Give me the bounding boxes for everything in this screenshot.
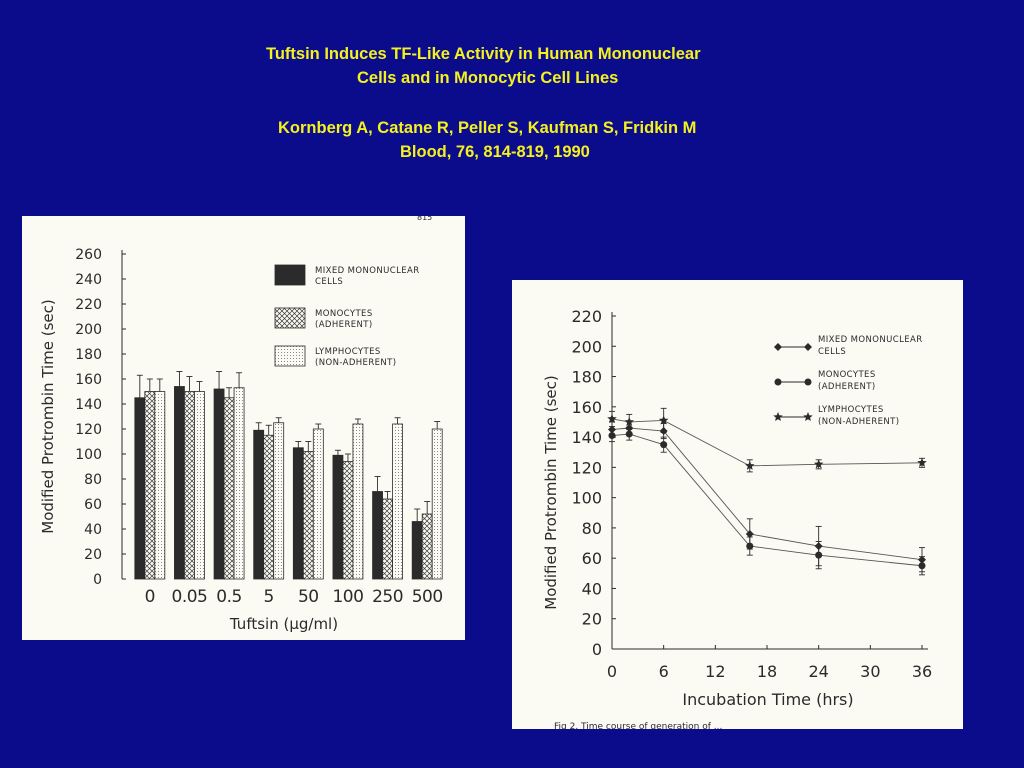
legend-swatch: [275, 308, 305, 328]
bar: [194, 392, 204, 580]
x-tick-label: 36: [911, 662, 933, 681]
legend-marker: [805, 379, 812, 386]
legend-label: MONOCYTES: [818, 370, 876, 380]
bar: [234, 388, 244, 579]
y-tick-label: 200: [571, 337, 602, 357]
bar: [145, 392, 155, 580]
bar-chart-svg: [22, 216, 465, 640]
legend-marker: [773, 412, 783, 421]
bar: [353, 424, 363, 579]
x-tick-label: 0: [606, 662, 618, 681]
bar: [393, 424, 403, 579]
line-chart-svg: [512, 280, 963, 729]
bar: [224, 398, 234, 579]
y-tick-label: 240: [75, 272, 102, 288]
x-tick-label: 0.05: [171, 587, 208, 607]
data-point: [660, 441, 667, 448]
bar: [313, 429, 323, 579]
y-tick-label: 60: [84, 497, 102, 513]
slide-title-line-2: Cells and in Monocytic Cell Lines: [357, 69, 619, 87]
y-tick-label: 60: [581, 549, 602, 569]
y-tick-label: 140: [75, 397, 102, 413]
legend-label: (ADHERENT): [818, 382, 876, 392]
x-tick-label: 0: [144, 587, 155, 607]
legend-label: MIXED MONONUCLEAR: [818, 335, 923, 345]
bar: [184, 392, 194, 580]
citation-line: Blood, 76, 814-819, 1990: [400, 143, 590, 161]
x-tick-label: 50: [297, 587, 319, 607]
figure-caption-fragment: Fig 2. Time course of generation of ...: [554, 722, 723, 729]
y-tick-label: 160: [75, 372, 102, 388]
legend-label: (ADHERENT): [315, 320, 373, 330]
data-point: [626, 431, 633, 438]
y-tick-label: 20: [84, 547, 102, 563]
legend-marker: [774, 343, 782, 351]
bar: [333, 455, 343, 579]
y-tick-label: 80: [84, 472, 102, 488]
series-line: [612, 434, 922, 566]
legend-swatch: [275, 346, 305, 366]
y-tick-label: 100: [571, 488, 602, 508]
legend-label: MONOCYTES: [315, 309, 373, 319]
data-point: [746, 543, 753, 550]
bar: [303, 452, 313, 580]
series-line: [612, 428, 922, 560]
bar: [293, 448, 303, 579]
bar: [135, 398, 145, 579]
x-tick-label: 24: [808, 662, 829, 681]
bar: [174, 387, 184, 580]
x-axis-label: Tuftsin (μg/ml): [229, 615, 339, 633]
y-tick-label: 0: [591, 640, 602, 659]
y-tick-label: 40: [84, 522, 102, 538]
legend-marker: [803, 412, 813, 421]
x-tick-label: 250: [372, 587, 404, 607]
x-axis-label: Incubation Time (hrs): [682, 690, 854, 709]
legend-label: LYMPHOCYTES: [315, 347, 381, 357]
data-point: [815, 552, 822, 559]
bar: [383, 499, 393, 579]
y-tick-label: 100: [75, 447, 102, 463]
bar: [274, 423, 284, 579]
y-tick-label: 80: [581, 518, 602, 538]
x-tick-label: 30: [860, 662, 881, 681]
y-tick-label: 120: [571, 458, 602, 478]
y-tick-label: 0: [93, 572, 102, 588]
x-tick-label: 0.5: [216, 587, 242, 607]
y-axis-label: Modified Protrombin Time (sec): [39, 299, 57, 534]
y-tick-label: 260: [75, 247, 102, 263]
legend-marker: [775, 379, 782, 386]
legend-swatch: [275, 265, 305, 285]
x-tick-label: 100: [332, 587, 364, 607]
y-tick-label: 120: [75, 422, 102, 438]
data-point: [919, 562, 926, 569]
slide-title-line-1: Tuftsin Induces TF-Like Activity in Human Mononuclear: [266, 45, 701, 63]
y-tick-label: 160: [571, 397, 602, 417]
x-tick-label: 5: [263, 587, 274, 607]
bar: [343, 462, 353, 580]
bar: [214, 389, 224, 579]
y-tick-label: 200: [75, 322, 102, 338]
y-tick-label: 140: [571, 428, 602, 448]
y-axis-label: Modified Protrombin Time (sec): [542, 375, 560, 610]
bar: [264, 435, 274, 579]
legend-marker: [804, 343, 812, 351]
x-tick-label: 6: [658, 662, 669, 681]
legend-label: CELLS: [315, 277, 344, 287]
bar: [373, 492, 383, 580]
y-tick-label: 40: [581, 579, 602, 599]
y-tick-label: 20: [581, 609, 602, 629]
x-tick-label: 500: [411, 587, 443, 607]
data-point: [609, 432, 616, 439]
legend-label: CELLS: [818, 347, 847, 357]
bar: [422, 514, 432, 579]
bar: [432, 429, 442, 579]
figure-left-dose-response: [22, 216, 465, 640]
y-tick-label: 180: [75, 347, 102, 363]
bar: [412, 522, 422, 580]
figure-right-time-course: [512, 280, 963, 729]
bar: [155, 392, 165, 580]
legend-label: MIXED MONONUCLEAR: [315, 266, 420, 276]
y-tick-label: 180: [571, 367, 602, 387]
legend-label: (NON-ADHERENT): [315, 358, 397, 368]
y-tick-label: 220: [75, 297, 102, 313]
x-tick-label: 12: [705, 662, 726, 681]
y-tick-label: 220: [571, 307, 602, 326]
bar: [254, 430, 264, 579]
legend-label: LYMPHOCYTES: [818, 405, 884, 415]
x-tick-label: 18: [756, 662, 778, 681]
legend-label: (NON-ADHERENT): [818, 417, 900, 427]
authors-line: Kornberg A, Catane R, Peller S, Kaufman S, Fridkin M: [278, 119, 697, 137]
page-number: 815: [417, 216, 433, 222]
